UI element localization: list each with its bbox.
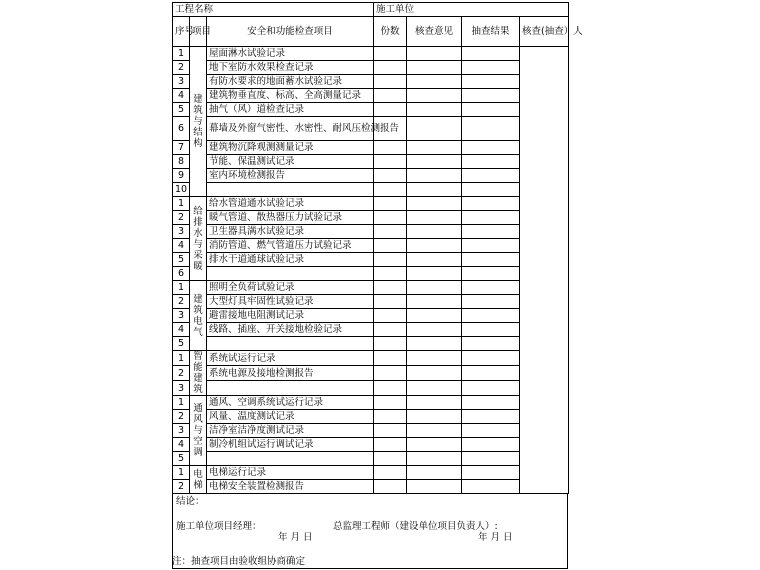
result-cell[interactable] [462,351,520,366]
row-number: 5 [173,337,190,351]
row-number: 1 [173,466,190,480]
table-row [173,155,569,169]
verification-form [172,2,583,569]
opinion-cell[interactable] [407,253,462,267]
opinion-cell[interactable] [407,155,462,169]
opinion-cell[interactable] [407,267,462,281]
copies-cell[interactable] [374,438,407,452]
row-number: 1 [173,197,190,211]
result-cell[interactable] [462,117,520,141]
copies-cell[interactable] [374,424,407,438]
row-number: 2 [173,295,190,309]
opinion-cell[interactable] [407,281,462,295]
copies-cell[interactable] [374,225,407,239]
result-cell[interactable] [462,61,520,75]
opinion-cell[interactable] [407,480,462,494]
result-cell[interactable] [462,381,520,396]
opinion-cell[interactable] [407,424,462,438]
result-cell[interactable] [462,295,520,309]
opinion-cell[interactable] [407,75,462,89]
opinion-cell[interactable] [407,89,462,103]
result-cell[interactable] [462,141,520,155]
copies-cell[interactable] [374,323,407,337]
col-result-header: 抽查结果 [462,17,520,47]
check-item-text: 建筑物垂直度、标高、全高测量记录 [207,89,374,103]
check-item-text [207,381,374,396]
copies-cell[interactable] [374,381,407,396]
opinion-cell[interactable] [407,141,462,155]
row-number: 6 [173,117,190,141]
row-number: 5 [173,253,190,267]
row-number: 1 [173,47,190,61]
opinion-cell[interactable] [407,239,462,253]
row-number: 4 [173,239,190,253]
result-cell[interactable] [462,197,520,211]
copies-cell[interactable] [374,480,407,494]
date-left: 年 月 日 [278,532,313,543]
table-row [173,309,569,323]
section-name: 建 筑 电 气 [190,281,207,351]
project-name-label: 工程名称 [173,3,374,17]
result-cell[interactable] [462,480,520,494]
copies-cell[interactable] [374,309,407,323]
result-cell[interactable] [462,438,520,452]
copies-cell[interactable] [374,396,407,410]
result-cell[interactable] [462,466,520,480]
table-row [173,438,569,452]
table-row [173,61,569,75]
opinion-cell[interactable] [407,117,462,141]
result-cell[interactable] [462,323,520,337]
opinion-cell[interactable] [407,225,462,239]
opinion-cell[interactable] [407,197,462,211]
table-row [173,337,569,351]
check-item-text: 洁净室洁净度测试记录 [207,424,374,438]
col-check-item-header: 安全和功能检查项目 [207,17,374,47]
table-row [173,47,569,61]
copies-cell[interactable] [374,169,407,183]
row-number: 9 [173,169,190,183]
contractor-manager-label: 施工单位项目经理： [176,521,262,532]
row-number: 5 [173,103,190,117]
opinion-cell[interactable] [407,295,462,309]
table-row [173,396,569,410]
result-cell[interactable] [462,452,520,466]
row-number: 2 [173,61,190,75]
row-number: 3 [173,225,190,239]
table-row [173,323,569,337]
date-right: 年 月 日 [478,532,513,543]
row-number: 2 [173,366,190,381]
table-row [173,424,569,438]
opinion-cell[interactable] [407,211,462,225]
row-number: 1 [173,351,190,366]
copies-cell[interactable] [374,253,407,267]
opinion-cell[interactable] [407,47,462,61]
check-item-text: 屋面淋水试验记录 [207,47,374,61]
copies-cell[interactable] [374,410,407,424]
result-cell[interactable] [462,155,520,169]
row-number: 3 [173,75,190,89]
result-cell[interactable] [462,309,520,323]
col-copies-header: 份数 [374,17,407,47]
check-item-text: 大型灯具牢固性试验记录 [207,295,374,309]
opinion-cell[interactable] [407,309,462,323]
row-number: 3 [173,309,190,323]
table-row [173,117,569,141]
result-cell[interactable] [462,47,520,61]
table-row [173,141,569,155]
result-cell[interactable] [462,239,520,253]
check-item-text [207,267,374,281]
check-item-text: 给水管道通水试验记录 [207,197,374,211]
row-number: 2 [173,211,190,225]
copies-cell[interactable] [374,61,407,75]
check-item-text: 幕墙及外窗气密性、水密性、耐风压检测报告 [207,117,374,141]
opinion-cell[interactable] [407,337,462,351]
check-item-text: 避雷接地电阻测试记录 [207,309,374,323]
check-item-text: 系统试运行记录 [207,351,374,366]
row-number: 3 [173,381,190,396]
table-row [173,410,569,424]
result-cell[interactable] [462,169,520,183]
table-row [173,89,569,103]
result-cell[interactable] [462,211,520,225]
footnote: 注：抽查项目由验收组协商确定 [172,556,306,567]
opinion-cell[interactable] [407,351,462,366]
conclusion-label: 结论： [176,496,205,507]
row-number: 2 [173,410,190,424]
table-row [173,295,569,309]
copies-cell[interactable] [374,141,407,155]
check-item-text [207,452,374,466]
copies-cell[interactable] [374,239,407,253]
copies-cell[interactable] [374,197,407,211]
check-item-text: 系统电源及接地检测报告 [207,366,374,381]
check-item-text: 电梯运行记录 [207,466,374,480]
result-cell[interactable] [462,424,520,438]
table-row [173,239,569,253]
copies-cell[interactable] [374,295,407,309]
copies-cell[interactable] [374,267,407,281]
check-item-text: 暖气管道、散热器压力试验记录 [207,211,374,225]
copies-cell[interactable] [374,89,407,103]
check-item-text [207,337,374,351]
section-name: 智 能 建 筑 [190,351,207,396]
opinion-cell[interactable] [407,183,462,197]
opinion-cell[interactable] [407,466,462,480]
opinion-cell[interactable] [407,381,462,396]
table-row [173,183,569,197]
table-row [173,351,569,366]
table-row [173,466,569,480]
opinion-cell[interactable] [407,452,462,466]
result-cell[interactable] [462,183,520,197]
table-row [173,480,569,494]
checker-cell[interactable] [520,47,569,494]
table-row [173,211,569,225]
check-item-text: 室内环境检测报告 [207,169,374,183]
chief-supervisor-label: 总监理工程师（建设单位项目负责人）: [333,521,498,532]
result-cell[interactable] [462,410,520,424]
opinion-cell[interactable] [407,410,462,424]
check-item-text: 消防管道、燃气管道压力试验记录 [207,239,374,253]
row-number: 1 [173,281,190,295]
check-item-text: 电梯安全装置检测报告 [207,480,374,494]
copies-cell[interactable] [374,337,407,351]
result-cell[interactable] [462,253,520,267]
check-item-text [207,183,374,197]
col-item-header: 项目 [190,17,207,47]
opinion-cell[interactable] [407,169,462,183]
opinion-cell[interactable] [407,323,462,337]
row-number: 4 [173,438,190,452]
row-number: 10 [173,183,190,197]
table-row [173,253,569,267]
copies-cell[interactable] [374,75,407,89]
section-name: 电 梯 [190,466,207,494]
opinion-cell[interactable] [407,396,462,410]
row-number: 2 [173,480,190,494]
result-cell[interactable] [462,366,520,381]
table-row [173,103,569,117]
copies-cell[interactable] [374,466,407,480]
row-number: 5 [173,452,190,466]
section-name: 给 排 水 与 采 暖 [190,197,207,281]
col-opinion-header: 核查意见 [407,17,462,47]
check-item-text: 制冷机组试运行调试记录 [207,438,374,452]
copies-cell[interactable] [374,183,407,197]
check-item-text: 排水干道通球试验记录 [207,253,374,267]
result-cell[interactable] [462,103,520,117]
copies-cell[interactable] [374,103,407,117]
check-item-text: 建筑物沉降观测测量记录 [207,141,374,155]
row-number: 6 [173,267,190,281]
copies-cell[interactable] [374,366,407,381]
result-cell[interactable] [462,267,520,281]
table-row [173,169,569,183]
row-number: 4 [173,89,190,103]
section-name: 通 风 与 空 调 [190,396,207,466]
check-item-text: 节能、保温测试记录 [207,155,374,169]
table-row [173,381,569,396]
copies-cell[interactable] [374,155,407,169]
copies-cell[interactable] [374,452,407,466]
check-item-text: 风量、温度测试记录 [207,410,374,424]
table-row [173,452,569,466]
row-number: 3 [173,424,190,438]
check-item-text: 地下室防水效果检查记录 [207,61,374,75]
copies-cell[interactable] [374,351,407,366]
table-row [173,75,569,89]
result-cell[interactable] [462,396,520,410]
column-header-row [173,17,569,47]
col-checker-header: 核查(抽查）人 [520,17,569,47]
table-row [173,267,569,281]
check-item-text: 线路、插座、开关接地检验记录 [207,323,374,337]
result-cell[interactable] [462,75,520,89]
row-number: 4 [173,323,190,337]
table-row [173,225,569,239]
check-item-text: 有防水要求的地面蓄水试验记录 [207,75,374,89]
copies-cell[interactable] [374,47,407,61]
safety-function-check-table [172,2,583,494]
row-number: 7 [173,141,190,155]
header-info-row [173,3,569,17]
section-name: 建 筑 与 结 构 [190,47,207,197]
check-item-text: 照明全负荷试验记录 [207,281,374,295]
check-item-text: 通风、空调系统试运行记录 [207,396,374,410]
row-number: 8 [173,155,190,169]
table-row [173,197,569,211]
opinion-cell[interactable] [407,61,462,75]
copies-cell[interactable] [374,281,407,295]
opinion-cell[interactable] [407,366,462,381]
opinion-cell[interactable] [407,103,462,117]
result-cell[interactable] [462,337,520,351]
col-seq-header: 序号 [173,17,190,47]
opinion-cell[interactable] [407,438,462,452]
result-cell[interactable] [462,281,520,295]
check-item-text: 卫生器具满水试验记录 [207,225,374,239]
result-cell[interactable] [462,225,520,239]
table-row [173,366,569,381]
check-item-text: 抽气（风）道检查记录 [207,103,374,117]
contractor-label: 施工单位 [374,3,569,17]
row-number: 1 [173,396,190,410]
copies-cell[interactable] [374,211,407,225]
table-row [173,281,569,295]
result-cell[interactable] [462,89,520,103]
